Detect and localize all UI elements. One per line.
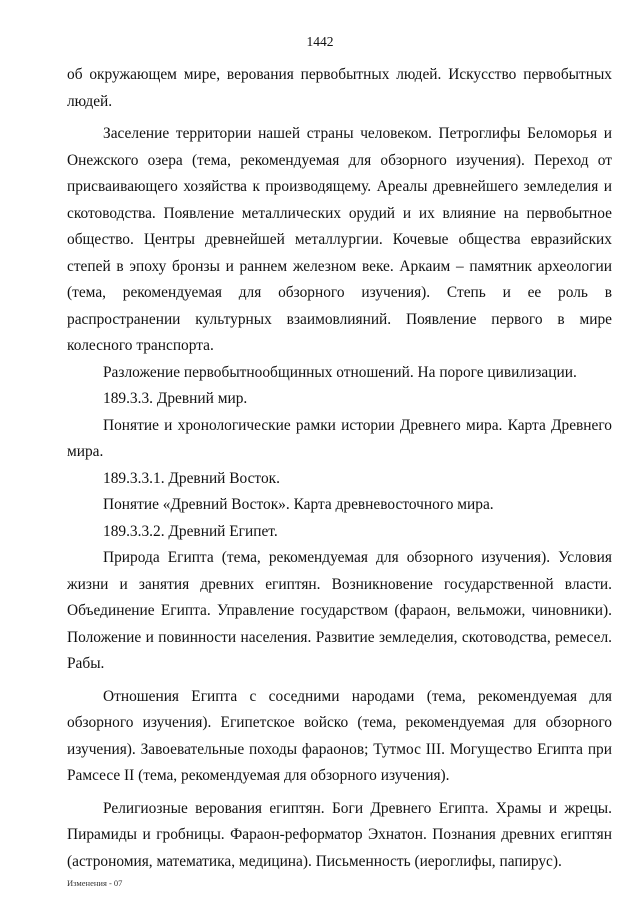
paragraph: Понятие «Древний Восток». Карта древневосточного мира.	[103, 496, 494, 513]
footer-note: Изменения - 07	[67, 878, 123, 888]
paragraph: об окружающем мире, верования первобытных людей. Искусство первобытных людей.	[67, 66, 612, 110]
page-number: 1442	[306, 34, 334, 49]
paragraph: Религиозные верования египтян. Боги Древнего Египта. Храмы и жрецы. Пирамиды и гробницы. Фараон-реформатор Эхнатон. Познания древних египтян (астрономия, математика, медицина). Письменность (иероглифы, папирус).	[67, 799, 612, 870]
paragraph: Заселение территории нашей страны человеком. Петроглифы Беломорья и Онежского озера (тема, рекомендуемая для обзорного изучения). Переход от присваивающего хозяйства к производящему. Ареалы древнейшего земледелия и скотоводства. Появление металлических орудий и их влияние на первобытное общество. Центры древнейшей металлургии. Кочевые общества евразийских степей в эпоху бронзы и раннем железном веке. Аркаим – памятник археологии (тема, рекомендуемая для обзорного изучения). Степь и ее роль в распространении культурных взаимовлияний. Появление первого в мире колесного транспорта.	[67, 125, 612, 354]
paragraph: Понятие и хронологические рамки истории Древнего мира. Карта Древнего мира.	[67, 416, 612, 460]
paragraph: Природа Египта (тема, рекомендуемая для обзорного изучения). Условия жизни и занятия древних египтян. Возникновение государственной власти. Объединение Египта. Управление государством (фараон, вельможи, чиновники). Положение и повинности населения. Развитие земледелия, скотоводства, ремесел. Рабы.	[67, 549, 612, 672]
section-heading: 189.3.3.1. Древний Восток.	[103, 469, 280, 487]
section-heading: 189.3.3. Древний мир.	[103, 390, 248, 407]
paragraph: Отношения Египта с соседними народами (тема, рекомендуемая для обзорного изучения). Египетское войско (тема, рекомендуемая для обзорного изучения). Завоевательные походы фараонов; Тутмос III. Могущество Египта при Рамсесе II (тема, рекомендуемая для обзорного изучения).	[67, 687, 612, 784]
paragraph: Разложение первобытнообщинных отношений. На пороге цивилизации.	[103, 363, 577, 381]
document-body	[67, 62, 612, 875]
section-heading: 189.3.3.2. Древний Египет.	[103, 522, 278, 540]
